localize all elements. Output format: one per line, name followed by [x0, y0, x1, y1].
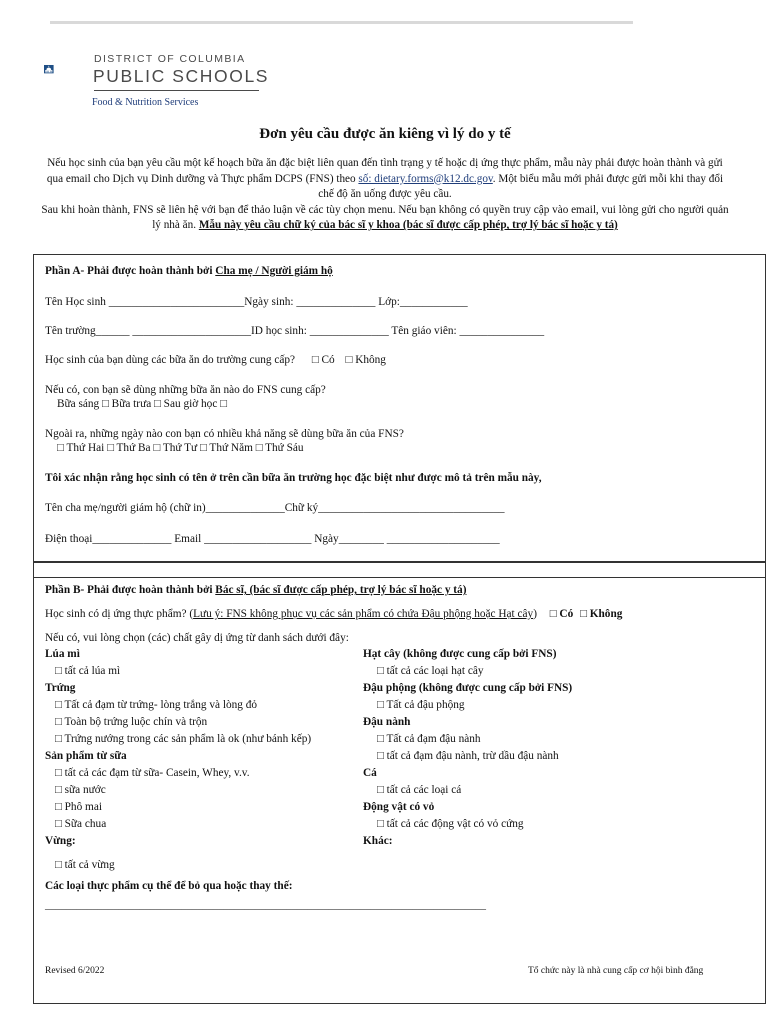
part-a-role: Cha mẹ / Người giám hộ [215, 265, 333, 277]
allergen-item[interactable]: □ tất cả lúa mì [55, 665, 121, 677]
allergen-item[interactable]: □ tất cả các loại hạt cây [377, 665, 484, 677]
student-info-row[interactable]: Tên Học sinh ________________________Ngày sinh: ______________ Lớp:____________ [45, 296, 468, 308]
intro-text [40, 156, 730, 234]
intro-paragraph-1: Nếu học sinh của bạn yêu cầu một kế hoạch bữa ăn đặc biệt liên quan đến tình trạng y tế hoặc dị ứng thực phẩm, mẫu này phải được hoàn thành và gửi qua email cho Dịch vụ Dinh dưỡng và Thực phẩm DCPS (FNS) theo [46, 157, 723, 185]
which-meals-question: Nếu có, con bạn sẽ dùng những bữa ăn nào do FNS cung cấp? [45, 384, 326, 396]
section-separator [33, 561, 766, 578]
equal-opportunity-statement: Tổ chức này là nhà cung cấp cơ hội bình đẳng [528, 966, 704, 976]
allergen-item[interactable]: □ Phô mai [55, 801, 102, 813]
allergen-item: Đậu phộng (không được cung cấp bởi FNS) [363, 682, 573, 694]
allergen-list-left [45, 648, 311, 852]
allergen-item[interactable]: □ Tất cả đạm đậu nành [377, 733, 481, 745]
meals-no-checkbox[interactable]: □ Không [345, 354, 386, 366]
specific-foods-input-line[interactable]: ____________________________________________________________________________________ [45, 900, 486, 911]
allergen-item: Vừng: [45, 835, 76, 847]
allergen-item[interactable]: □ Sữa chua [55, 818, 107, 830]
allergen-item[interactable]: □ Toàn bộ trứng luộc chín và trộn [55, 716, 208, 728]
part-a-heading: Phần A- Phải được hoàn thành bởi Cha mẹ / Người giám hộ [45, 265, 333, 277]
department-name: Food & Nutrition Services [92, 97, 199, 108]
dietary-email-link[interactable]: số: dietary.forms@k12.dc.gov [358, 172, 493, 185]
meals-yes-checkbox[interactable]: □ Có [311, 354, 335, 366]
allergen-item: Trứng [45, 682, 76, 694]
allergen-list-right [363, 648, 572, 852]
allergy-yes-checkbox[interactable]: □ Có [549, 608, 574, 620]
allergen-item: Cá [363, 767, 377, 779]
school-info-row[interactable]: Tên trường______ _____________________ID học sinh: ______________ Tên giáo viên: _______________ [45, 325, 545, 337]
revision-date: Revised 6/2022 [45, 966, 105, 976]
allergen-item[interactable]: □ sữa nước [55, 784, 106, 796]
allergen-item[interactable]: □ tất cả các đạm từ sữa- Casein, Whey, v.v. [55, 767, 250, 779]
meal-days-checkboxes[interactable]: □ Thứ Hai □ Thứ Ba □ Thứ Tư □ Thứ Năm □ Thứ Sáu [57, 442, 304, 454]
allergen-item: Sản phẩm từ sữa [45, 750, 127, 762]
allergen-item: Hạt cây (không được cung cấp bởi FNS) [363, 648, 557, 660]
allergen-item: Đậu nành [363, 716, 411, 728]
specific-foods-label: Các loại thực phẩm cụ thể để bỏ qua hoặc thay thế: [45, 880, 293, 892]
allergen-item[interactable]: □ Trứng nướng trong các sản phẩm là ok (như bánh kếp) [55, 733, 312, 745]
allergen-item[interactable]: □ tất cả các loại cá [377, 784, 462, 796]
parent-contact-row[interactable]: Điện thoại______________ Email ___________________ Ngày________ ____________________ [45, 533, 500, 545]
allergy-note: Lưu ý: FNS không phục vụ các sản phẩm có chứa Đậu phộng hoặc Hạt cây [193, 608, 534, 620]
sesame-all-checkbox[interactable]: □ tất cả vừng [55, 859, 115, 871]
intro-paragraph-1-end: . Một biểu mẫu mới phải được gửi mỗi khi thay đổi chế độ ăn uống được yêu cầu. [318, 172, 724, 201]
form-title: Đơn yêu cầu được ăn kiêng vì lý do y tế [259, 126, 511, 142]
allergen-item: Động vật có vỏ [363, 801, 435, 813]
signature-requirement: Mẫu này yêu cầu chữ ký của bác sĩ y khoa (bác sĩ được cấp phép, trợ lý bác sĩ hoặc y tá) [198, 219, 618, 232]
allergen-item: Khác: [363, 835, 393, 847]
allergen-item[interactable]: □ Tất cả đạm từ trứng- lòng trắng và lòng đỏ [55, 699, 258, 711]
allergen-select-prompt: Nếu có, vui lòng chọn (các) chất gây dị ứng từ danh sách dưới đây: [45, 632, 349, 644]
logo-divider [94, 90, 259, 91]
parent-signature-row[interactable]: Tên cha mẹ/người giám hộ (chữ in)______________Chữ ký_________________________________ [45, 502, 505, 514]
allergen-item[interactable]: □ tất cả đạm đậu nành, trừ dầu đậu nành [377, 750, 559, 762]
part-b-role: Bác sĩ, (bác sĩ được cấp phép, trợ lý bác sĩ hoặc y tá) [215, 584, 467, 596]
logo-district-text: DISTRICT OF COLUMBIA [94, 53, 246, 65]
part-b-heading: Phần B- Phải được hoàn thành bởi Bác sĩ, (bác sĩ được cấp phép, trợ lý bác sĩ hoặc y tá) [45, 584, 467, 596]
school-meals-question: Học sinh của bạn dùng các bữa ăn do trường cung cấp? □ Có □ Không [45, 354, 386, 366]
intro-paragraph-2: Sau khi hoàn thành, FNS sẽ liên hệ với bạn để thảo luận về các tùy chọn menu. Nếu bạn không có quyền truy cập vào email, vui lòng gửi cho người quản lý nhà ăn. [41, 203, 729, 232]
parent-confirmation: Tôi xác nhận rằng học sinh có tên ở trên cần bữa ăn trường học đặc biệt như được mô tả trên mẫu này, [45, 472, 542, 484]
dcps-capitol-logo-icon [44, 46, 92, 94]
meal-days-question: Ngoài ra, những ngày nào con bạn có nhiều khả năng sẽ dùng bữa ăn của FNS? [45, 428, 404, 440]
allergen-item: Lúa mì [45, 648, 80, 660]
meal-type-checkboxes[interactable]: Bữa sáng □ Bữa trưa □ Sau giờ học □ [57, 398, 227, 410]
food-allergy-question: Học sinh có dị ứng thực phẩm? (Lưu ý: FNS không phục vụ các sản phẩm có chứa Đậu phộng hoặc Hạt cây) □ Có □ Không [45, 608, 623, 620]
logo-public-schools-text: PUBLIC SCHOOLS [93, 66, 270, 86]
allergy-no-checkbox[interactable]: □ Không [580, 608, 623, 620]
top-rule [50, 21, 633, 24]
allergen-item[interactable]: □ Tất cả đậu phộng [377, 699, 465, 711]
allergen-item[interactable]: □ tất cả các động vật có vỏ cứng [377, 818, 524, 830]
